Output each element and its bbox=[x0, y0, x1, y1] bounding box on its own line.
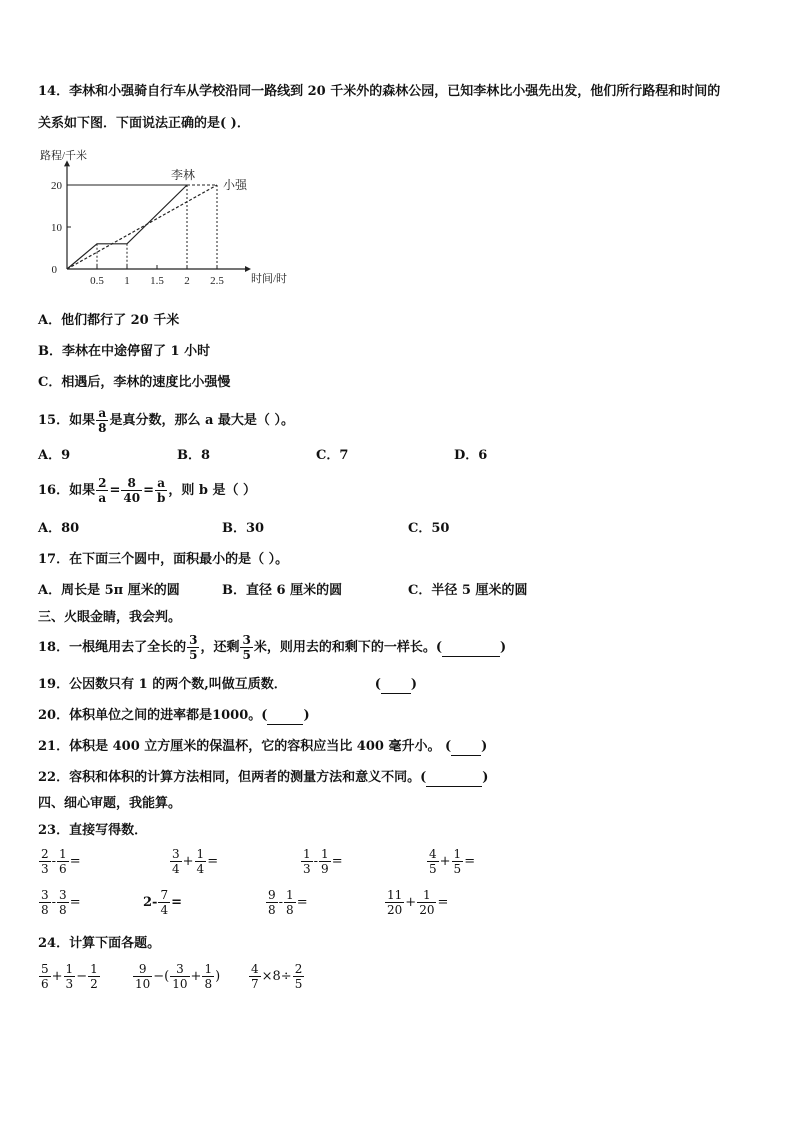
y-tick-label: 20 bbox=[51, 180, 62, 192]
q23-expr-4: $\frac{4}{5}$ + $\frac{1}{5}$ = bbox=[429, 847, 476, 876]
answer-blank bbox=[451, 739, 481, 756]
q18-stem: 18．一根绳用去了全长的 $\frac{3}{5}$ ，还剩 $\frac{3}{5}$ 米，则用去的和剩下的一样长。( ) bbox=[38, 633, 507, 662]
q16-option-b: B．30 bbox=[222, 521, 265, 536]
q15-option-c: C．7 bbox=[316, 448, 349, 463]
q23-expr-6: 2- $\frac{7}{4}$ = bbox=[143, 888, 182, 917]
q24-expr-3: $\frac{4}{7}$ ×8÷ $\frac{2}{5}$ bbox=[251, 962, 303, 991]
q20-stem: 20．体积单位之间的进率都是1000。( ) bbox=[38, 708, 310, 723]
q14-option-a: A．他们都行了 20 千米 bbox=[38, 313, 180, 328]
section-3-heading: 三、火眼金睛，我会判。 bbox=[38, 610, 182, 625]
x-tick-label: 1 bbox=[124, 275, 130, 287]
q15-option-a: A．9 bbox=[38, 448, 71, 463]
section-4-heading: 四、细心审题，我能算。 bbox=[38, 796, 182, 811]
fraction-a-over-8: $\frac{a}{8}$ bbox=[98, 406, 107, 435]
q24-title: 24．计算下面各题。 bbox=[38, 936, 161, 951]
q24-expr-1: $\frac{5}{6}$ + $\frac{1}{3}$ − $\frac{1}{2}$ bbox=[41, 962, 98, 991]
q23-expr-7: $\frac{9}{8}$ - $\frac{1}{8}$ = bbox=[268, 888, 308, 917]
q14-line2: 关系如下图．下面说法正确的是( )． bbox=[38, 116, 250, 131]
y-axis-label: 路程/千米 bbox=[40, 150, 88, 162]
q15-option-b: B．8 bbox=[177, 448, 211, 463]
distance-time-chart bbox=[32, 144, 288, 292]
x-tick-label: 0.5 bbox=[90, 275, 104, 287]
q23-expr-2: $\frac{3}{4}$ + $\frac{1}{4}$ = bbox=[172, 847, 219, 876]
x-tick-label: 2 bbox=[184, 275, 190, 287]
q21-stem: 21．体积是 400 立方厘米的保温杯，它的容积应当比 400 毫升小。 ( ) bbox=[38, 739, 488, 754]
q23-expr-1: $\frac{2}{3}$ - $\frac{1}{6}$ = bbox=[41, 847, 81, 876]
x-axis-arrow bbox=[245, 266, 251, 272]
q14-line1: 14．李林和小强骑自行车从学校沿同一路线到 20 千米外的森林公园，已知李林比小强先出发，他们所行路程和时间的 bbox=[38, 84, 721, 99]
q24-expr-2: $\frac{9}{10}$ −( $\frac{3}{10}$ + $\frac{1}{8}$ ) bbox=[135, 962, 221, 991]
q19-stem: 19．公因数只有 1 的两个数,叫做互质数． ( ) bbox=[38, 677, 418, 692]
x-tick-label: 1.5 bbox=[150, 275, 164, 287]
q23-expr-5: $\frac{3}{8}$ - $\frac{3}{8}$ = bbox=[41, 888, 81, 917]
y-tick-label: 10 bbox=[51, 222, 62, 234]
q17-stem: 17．在下面三个圆中，面积最小的是（ ）。 bbox=[38, 552, 289, 567]
answer-blank bbox=[381, 677, 411, 694]
q17-option-b: B．直径 6 厘米的圆 bbox=[222, 583, 343, 598]
x-tick-label: 2.5 bbox=[210, 275, 224, 287]
q17-option-a: A．周长是 5π 厘米的圆 bbox=[38, 583, 180, 598]
q14-option-c: C．相遇后，李林的速度比小强慢 bbox=[38, 375, 231, 390]
q23-title: 23．直接写得数． bbox=[38, 823, 148, 838]
q16-option-c: C．50 bbox=[408, 521, 450, 536]
series-label-xiao-qiang: 小强 bbox=[223, 178, 248, 192]
answer-blank bbox=[267, 708, 303, 725]
q14-option-b: B．李林在中途停留了 1 小时 bbox=[38, 344, 211, 359]
answer-blank bbox=[426, 770, 482, 787]
q22-stem: 22．容积和体积的计算方法相同，但两者的测量方法和意义不同。( ) bbox=[38, 770, 489, 785]
x-axis-label: 时间/时 bbox=[251, 273, 288, 285]
q15-stem: 15．如果 $\frac{a}{8}$ 是真分数，那么 a 最大是（ ）。 bbox=[38, 406, 294, 435]
q17-option-c: C．半径 5 厘米的圆 bbox=[408, 583, 528, 598]
series-line-1 bbox=[67, 185, 217, 269]
q16-option-a: A．80 bbox=[38, 521, 80, 536]
answer-blank bbox=[442, 640, 500, 657]
q23-expr-3: $\frac{1}{3}$ - $\frac{1}{9}$ = bbox=[303, 847, 343, 876]
origin-label: 0 bbox=[51, 264, 57, 276]
series-label-li-lin: 李林 bbox=[171, 168, 196, 182]
q23-expr-8: $\frac{11}{20}$ + $\frac{1}{20}$ = bbox=[387, 888, 449, 917]
q16-stem: 16．如果 $\frac{2}{a}$ = $\frac{8}{40}$ = $\frac{a}{b}$ ，则 b 是（ ） bbox=[38, 476, 257, 505]
q15-option-d: D．6 bbox=[454, 448, 488, 463]
